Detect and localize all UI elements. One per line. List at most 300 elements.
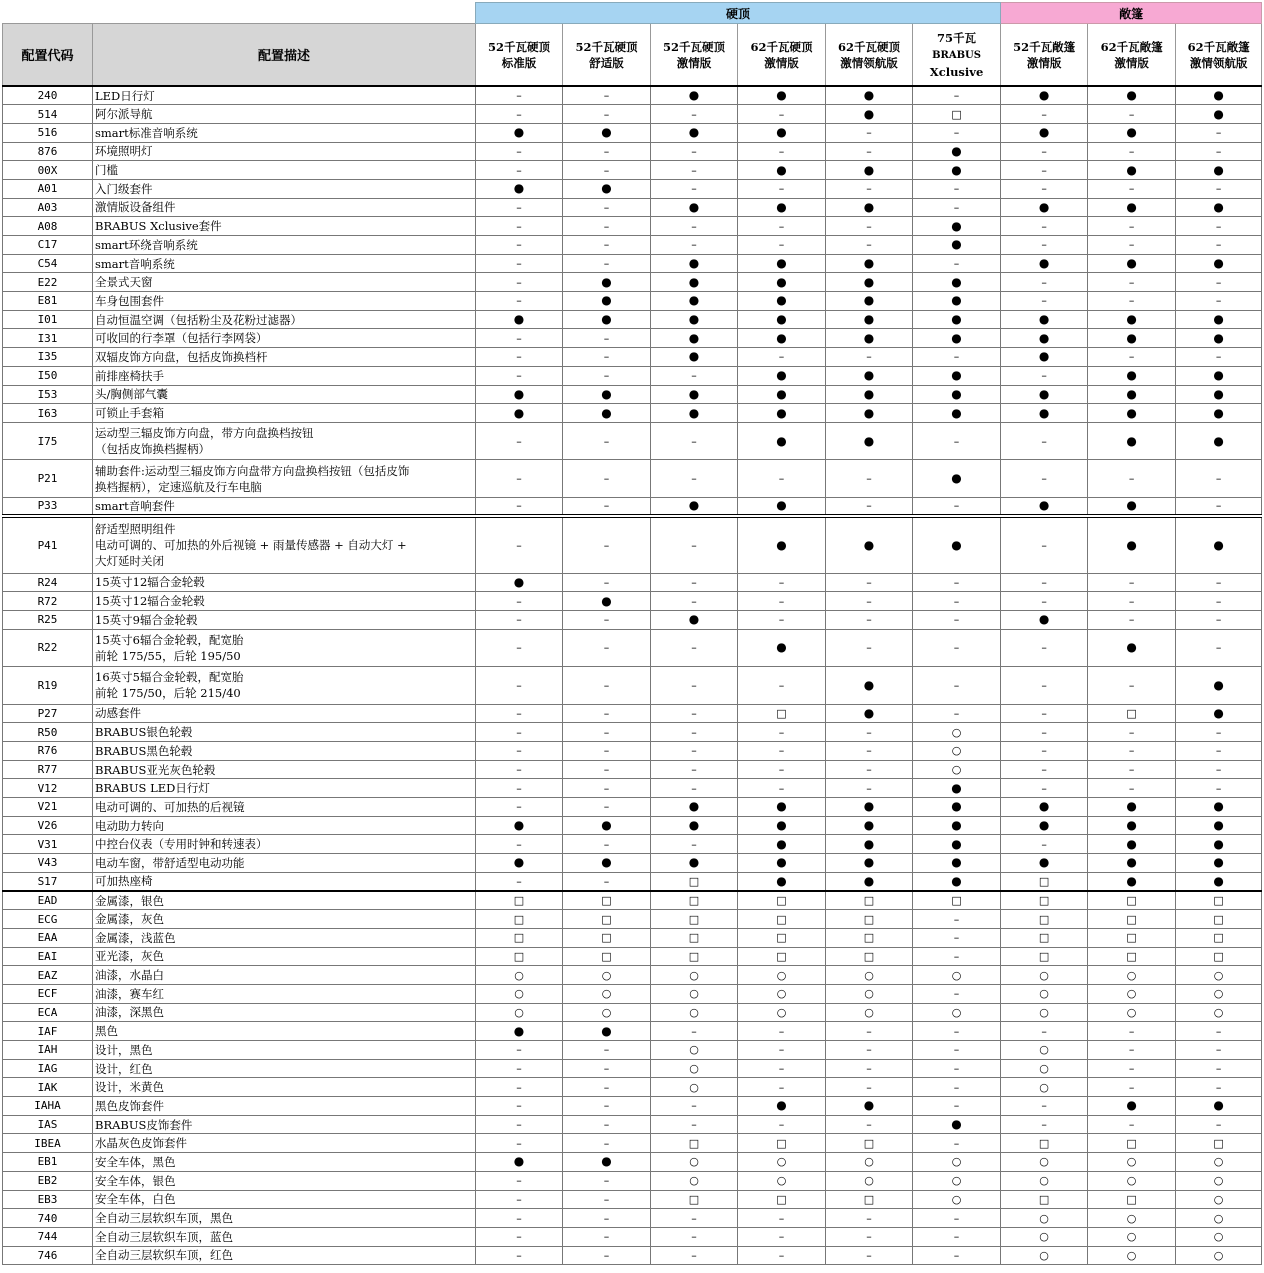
model-header: 62千瓦硬顶 激情版 [738,24,826,87]
availability-mark: – [913,1022,1001,1041]
description-line: 可锁止手套箱 [95,406,164,421]
availability-mark: ○ [826,1171,913,1190]
availability-mark: – [563,667,651,705]
availability-mark: – [738,667,826,705]
availability-mark: ● [1088,798,1176,817]
availability-mark: ● [913,816,1001,835]
availability-mark: ● [1001,385,1088,404]
availability-mark: – [563,872,651,891]
availability-mark: ○ [1176,1003,1262,1022]
availability-mark: ● [563,292,651,311]
availability-mark: ○ [826,984,913,1003]
model-header: 52千瓦硬顶 标准版 [476,24,563,87]
table-row [3,1153,1262,1172]
table-row [3,404,1262,423]
availability-mark: – [476,161,563,180]
config-code: C54 [3,254,93,273]
availability-mark: – [651,779,738,798]
availability-mark: ● [563,310,651,329]
availability-mark: ● [563,1022,651,1041]
table-row [3,516,1262,573]
availability-mark: ● [738,385,826,404]
table-row [3,835,1262,854]
table-row [3,1227,1262,1246]
availability-mark: □ [738,704,826,723]
config-code: I53 [3,385,93,404]
availability-mark: – [1176,123,1262,142]
availability-mark: ● [913,329,1001,348]
description-line: 15英寸12辐合金轮毂 [95,594,205,609]
config-code: IBEA [3,1134,93,1153]
availability-mark: – [1088,236,1176,255]
availability-mark: ● [913,460,1001,498]
table-row [3,161,1262,180]
availability-mark: – [826,1022,913,1041]
table-row [3,910,1262,929]
config-code: I75 [3,422,93,460]
availability-mark: ● [738,329,826,348]
availability-mark: ○ [1176,966,1262,985]
availability-mark: ● [651,348,738,367]
config-description [93,1134,476,1153]
description-line: 前轮 175/55，后轮 195/50 [95,648,241,663]
availability-mark: ○ [1176,1171,1262,1190]
description-line: 车身包围套件 [95,293,164,308]
availability-mark: ○ [826,1153,913,1172]
availability-mark: □ [826,891,913,910]
availability-mark: – [563,798,651,817]
config-code: 00X [3,161,93,180]
description-line: 门槛 [95,163,118,178]
availability-mark: – [563,835,651,854]
availability-mark: ● [651,610,738,629]
config-description [93,385,476,404]
table-row [3,1097,1262,1116]
availability-mark: – [913,254,1001,273]
availability-mark: ● [1176,835,1262,854]
availability-mark: – [476,872,563,891]
availability-mark: – [476,348,563,367]
availability-mark: – [826,123,913,142]
availability-mark: ● [913,292,1001,311]
availability-mark: – [563,1134,651,1153]
availability-mark: ○ [1088,984,1176,1003]
availability-mark: ● [826,86,913,105]
table-row [3,86,1262,105]
config-description [93,329,476,348]
config-code: R24 [3,573,93,592]
description-line: 电动车窗，带舒适型电动功能 [95,855,245,870]
availability-mark: ● [1001,123,1088,142]
table-row [3,385,1262,404]
availability-mark: ● [1176,798,1262,817]
config-description [93,984,476,1003]
availability-mark: □ [1001,1134,1088,1153]
table-row [3,1041,1262,1060]
availability-mark: – [1088,105,1176,124]
availability-mark: – [738,592,826,611]
availability-mark: – [1176,1041,1262,1060]
availability-mark: – [476,742,563,761]
config-code: 240 [3,86,93,105]
availability-mark: ○ [913,1190,1001,1209]
config-description [93,1078,476,1097]
config-code: EB2 [3,1171,93,1190]
config-description [93,516,476,573]
description-line: 入门级套件 [95,181,153,196]
availability-mark: ● [651,254,738,273]
availability-mark: – [1088,723,1176,742]
availability-mark: – [738,742,826,761]
config-code: IAH [3,1041,93,1060]
availability-mark: ○ [1001,984,1088,1003]
availability-mark: ● [826,292,913,311]
availability-mark: – [476,592,563,611]
model-header: 75千瓦 BRABUS Xclusive [913,24,1001,87]
availability-mark: – [563,742,651,761]
config-description [93,254,476,273]
availability-mark: – [1088,460,1176,498]
availability-mark: – [476,1209,563,1228]
availability-mark: ● [1176,854,1262,873]
availability-mark: ● [1088,422,1176,460]
description-line: 15英寸6辐合金轮毂，配宽胎 [95,632,244,647]
availability-mark: ● [1088,629,1176,667]
config-description [93,1059,476,1078]
availability-mark: – [563,704,651,723]
availability-mark: ○ [738,1153,826,1172]
availability-mark: ● [826,835,913,854]
config-description [93,1003,476,1022]
availability-mark: – [913,1209,1001,1228]
availability-mark: ● [738,497,826,516]
availability-mark: – [738,348,826,367]
availability-mark: ● [1001,404,1088,423]
availability-mark: – [826,1227,913,1246]
availability-mark: – [563,497,651,516]
availability-mark: – [913,704,1001,723]
description-line: 可收回的行李罩（包括行李网袋） [95,331,268,346]
availability-mark: ● [913,779,1001,798]
availability-mark: ○ [913,966,1001,985]
availability-mark: ● [913,310,1001,329]
availability-mark: □ [563,928,651,947]
config-description [93,723,476,742]
availability-mark: ● [913,835,1001,854]
description-line: 自动恒温空调（包括粉尘及花粉过滤器） [95,312,302,327]
availability-mark: ● [738,872,826,891]
availability-mark: – [1001,105,1088,124]
table-row [3,1059,1262,1078]
availability-mark: – [1176,217,1262,236]
config-code: V31 [3,835,93,854]
availability-mark: ● [1176,86,1262,105]
availability-mark: – [826,1059,913,1078]
availability-mark: – [913,629,1001,667]
availability-mark: ○ [1088,1227,1176,1246]
availability-mark: □ [826,1190,913,1209]
availability-mark: – [1088,760,1176,779]
config-description [93,610,476,629]
availability-mark: – [826,460,913,498]
availability-mark: – [1001,667,1088,705]
availability-mark: □ [1001,928,1088,947]
availability-mark: – [913,1227,1001,1246]
availability-mark: – [651,667,738,705]
table-row [3,610,1262,629]
description-line: 头/胸侧部气囊 [95,387,168,402]
availability-mark: – [476,86,563,105]
config-code: R19 [3,667,93,705]
availability-mark: – [826,760,913,779]
availability-mark: □ [563,891,651,910]
description-line: 金属漆，灰色 [95,912,164,927]
availability-mark: ○ [1001,1059,1088,1078]
table-row [3,254,1262,273]
availability-mark: ● [1088,329,1176,348]
availability-mark: – [563,573,651,592]
availability-mark: – [563,460,651,498]
availability-mark: ○ [913,760,1001,779]
availability-mark: ● [1176,422,1262,460]
config-description [93,123,476,142]
availability-mark: □ [1001,910,1088,929]
availability-mark: – [1176,779,1262,798]
availability-mark: ● [913,366,1001,385]
availability-mark: ○ [563,1003,651,1022]
config-code: ECF [3,984,93,1003]
availability-mark: – [651,161,738,180]
description-line: 电动助力转向 [95,818,164,833]
availability-mark: – [1176,592,1262,611]
description-line: 黑色 [95,1024,118,1039]
availability-mark: ● [476,854,563,873]
availability-mark: □ [1088,928,1176,947]
availability-mark: – [563,1041,651,1060]
availability-mark: □ [826,928,913,947]
availability-mark: ○ [476,984,563,1003]
availability-mark: – [738,723,826,742]
availability-mark: – [1176,723,1262,742]
availability-mark: ○ [826,1003,913,1022]
config-description [93,404,476,423]
availability-mark: ○ [826,966,913,985]
availability-mark: – [651,142,738,161]
availability-mark: – [826,592,913,611]
availability-mark: ● [476,1153,563,1172]
description-line: 全自动三层软织车顶，红色 [95,1248,233,1263]
availability-mark: ● [476,816,563,835]
availability-mark: ● [913,217,1001,236]
table-row [3,891,1262,910]
table-row [3,854,1262,873]
availability-mark: ● [1088,86,1176,105]
availability-mark: – [476,1171,563,1190]
availability-mark: ○ [1176,984,1262,1003]
table-row [3,928,1262,947]
description-line: BRABUS Xclusive套件 [95,219,222,234]
availability-mark: ● [1088,835,1176,854]
config-description [93,891,476,910]
availability-mark: – [651,742,738,761]
availability-mark: – [913,1078,1001,1097]
availability-mark: – [563,779,651,798]
availability-mark: – [1001,273,1088,292]
availability-mark: – [563,1078,651,1097]
description-line: 电动可调的、可加热的后视镜 [95,799,245,814]
availability-mark: ● [1088,310,1176,329]
availability-mark: □ [1176,947,1262,966]
availability-mark: – [476,142,563,161]
availability-mark: – [563,1227,651,1246]
availability-mark: – [826,1078,913,1097]
availability-mark: ● [826,310,913,329]
config-code: I01 [3,310,93,329]
availability-mark: ○ [913,723,1001,742]
config-description [93,854,476,873]
availability-mark: ● [651,497,738,516]
availability-mark: □ [476,910,563,929]
availability-mark: ● [651,798,738,817]
table-row [3,573,1262,592]
config-description [93,760,476,779]
availability-mark: ● [913,516,1001,573]
availability-mark: ○ [1001,1227,1088,1246]
model-header: 52千瓦硬顶 舒适版 [563,24,651,87]
availability-mark: – [651,592,738,611]
availability-mark: ● [826,273,913,292]
config-description [93,816,476,835]
availability-mark: ● [1088,254,1176,273]
availability-mark: – [1088,742,1176,761]
config-code: I50 [3,366,93,385]
description-line: smart标准音响系统 [95,125,198,140]
config-code: R22 [3,629,93,667]
availability-mark: – [1001,704,1088,723]
availability-mark: ○ [738,1171,826,1190]
availability-mark: ○ [1176,1190,1262,1209]
availability-mark: – [1176,742,1262,761]
availability-mark: □ [1001,872,1088,891]
availability-mark: ● [738,254,826,273]
config-code: I31 [3,329,93,348]
availability-mark: – [1176,1115,1262,1134]
availability-mark: – [1001,366,1088,385]
availability-mark: □ [826,910,913,929]
availability-mark: □ [1001,1190,1088,1209]
description-line: 16英寸5辐合金轮毂，配宽胎 [95,670,244,685]
availability-mark: – [913,928,1001,947]
availability-mark: ● [476,123,563,142]
availability-mark: – [651,366,738,385]
config-code: EAI [3,947,93,966]
description-line: 黑色皮饰套件 [95,1098,164,1113]
availability-mark: ○ [738,966,826,985]
availability-mark: ● [826,404,913,423]
config-code: EB3 [3,1190,93,1209]
availability-mark: – [913,592,1001,611]
availability-mark: – [1088,1078,1176,1097]
table-row [3,497,1262,516]
description-line: 设计，黑色 [95,1042,153,1057]
availability-mark: ● [563,1153,651,1172]
table-row [3,1190,1262,1209]
availability-mark: ● [1088,816,1176,835]
availability-mark: ● [651,86,738,105]
availability-mark: ○ [1001,1171,1088,1190]
availability-mark: – [651,179,738,198]
availability-mark: ● [738,1097,826,1116]
table-row [3,704,1262,723]
config-description [93,704,476,723]
config-description [93,1097,476,1116]
availability-mark: – [651,704,738,723]
availability-mark: – [476,1097,563,1116]
model-header: 52千瓦硬顶 激情版 [651,24,738,87]
availability-mark: – [1176,292,1262,311]
availability-mark: – [826,1041,913,1060]
availability-mark: ● [1176,872,1262,891]
availability-mark: □ [913,105,1001,124]
config-code: A01 [3,179,93,198]
availability-mark: – [476,1115,563,1134]
availability-mark: ● [913,142,1001,161]
description-line: 全自动三层软织车顶，蓝色 [95,1229,233,1244]
config-code: A08 [3,217,93,236]
availability-mark: ● [913,872,1001,891]
availability-mark: – [651,760,738,779]
config-code: IAK [3,1078,93,1097]
config-code: IAHA [3,1097,93,1116]
availability-mark: – [1001,592,1088,611]
availability-mark: ● [913,1115,1001,1134]
availability-mark: – [563,1246,651,1265]
description-line: 安全车体，白色 [95,1192,176,1207]
availability-mark: – [738,460,826,498]
config-code: I35 [3,348,93,367]
availability-mark: ○ [1176,1153,1262,1172]
availability-mark: ● [826,516,913,573]
availability-mark: – [913,667,1001,705]
availability-mark: – [913,348,1001,367]
availability-mark: – [651,1209,738,1228]
availability-mark: ○ [1001,966,1088,985]
availability-mark: □ [563,947,651,966]
availability-mark: – [913,984,1001,1003]
table-row [3,310,1262,329]
availability-mark: – [1088,348,1176,367]
availability-mark: ● [651,385,738,404]
availability-mark: ● [1176,329,1262,348]
availability-mark: – [563,516,651,573]
availability-mark: – [1088,273,1176,292]
description-line: 双辐皮饰方向盘，包括皮饰换档杆 [95,349,268,364]
config-code: EAA [3,928,93,947]
availability-mark: ● [1088,497,1176,516]
config-code: A03 [3,198,93,217]
availability-mark: ● [1176,516,1262,573]
availability-mark: – [913,947,1001,966]
model-header: 62千瓦敞篷 激情领航版 [1176,24,1262,87]
table-row [3,329,1262,348]
availability-mark: ● [738,310,826,329]
availability-mark: ● [1176,385,1262,404]
description-line: BRABUS皮饰套件 [95,1117,193,1132]
description-line: smart音响套件 [95,498,175,513]
availability-mark: – [913,422,1001,460]
availability-mark: – [476,273,563,292]
availability-mark: ○ [476,1003,563,1022]
